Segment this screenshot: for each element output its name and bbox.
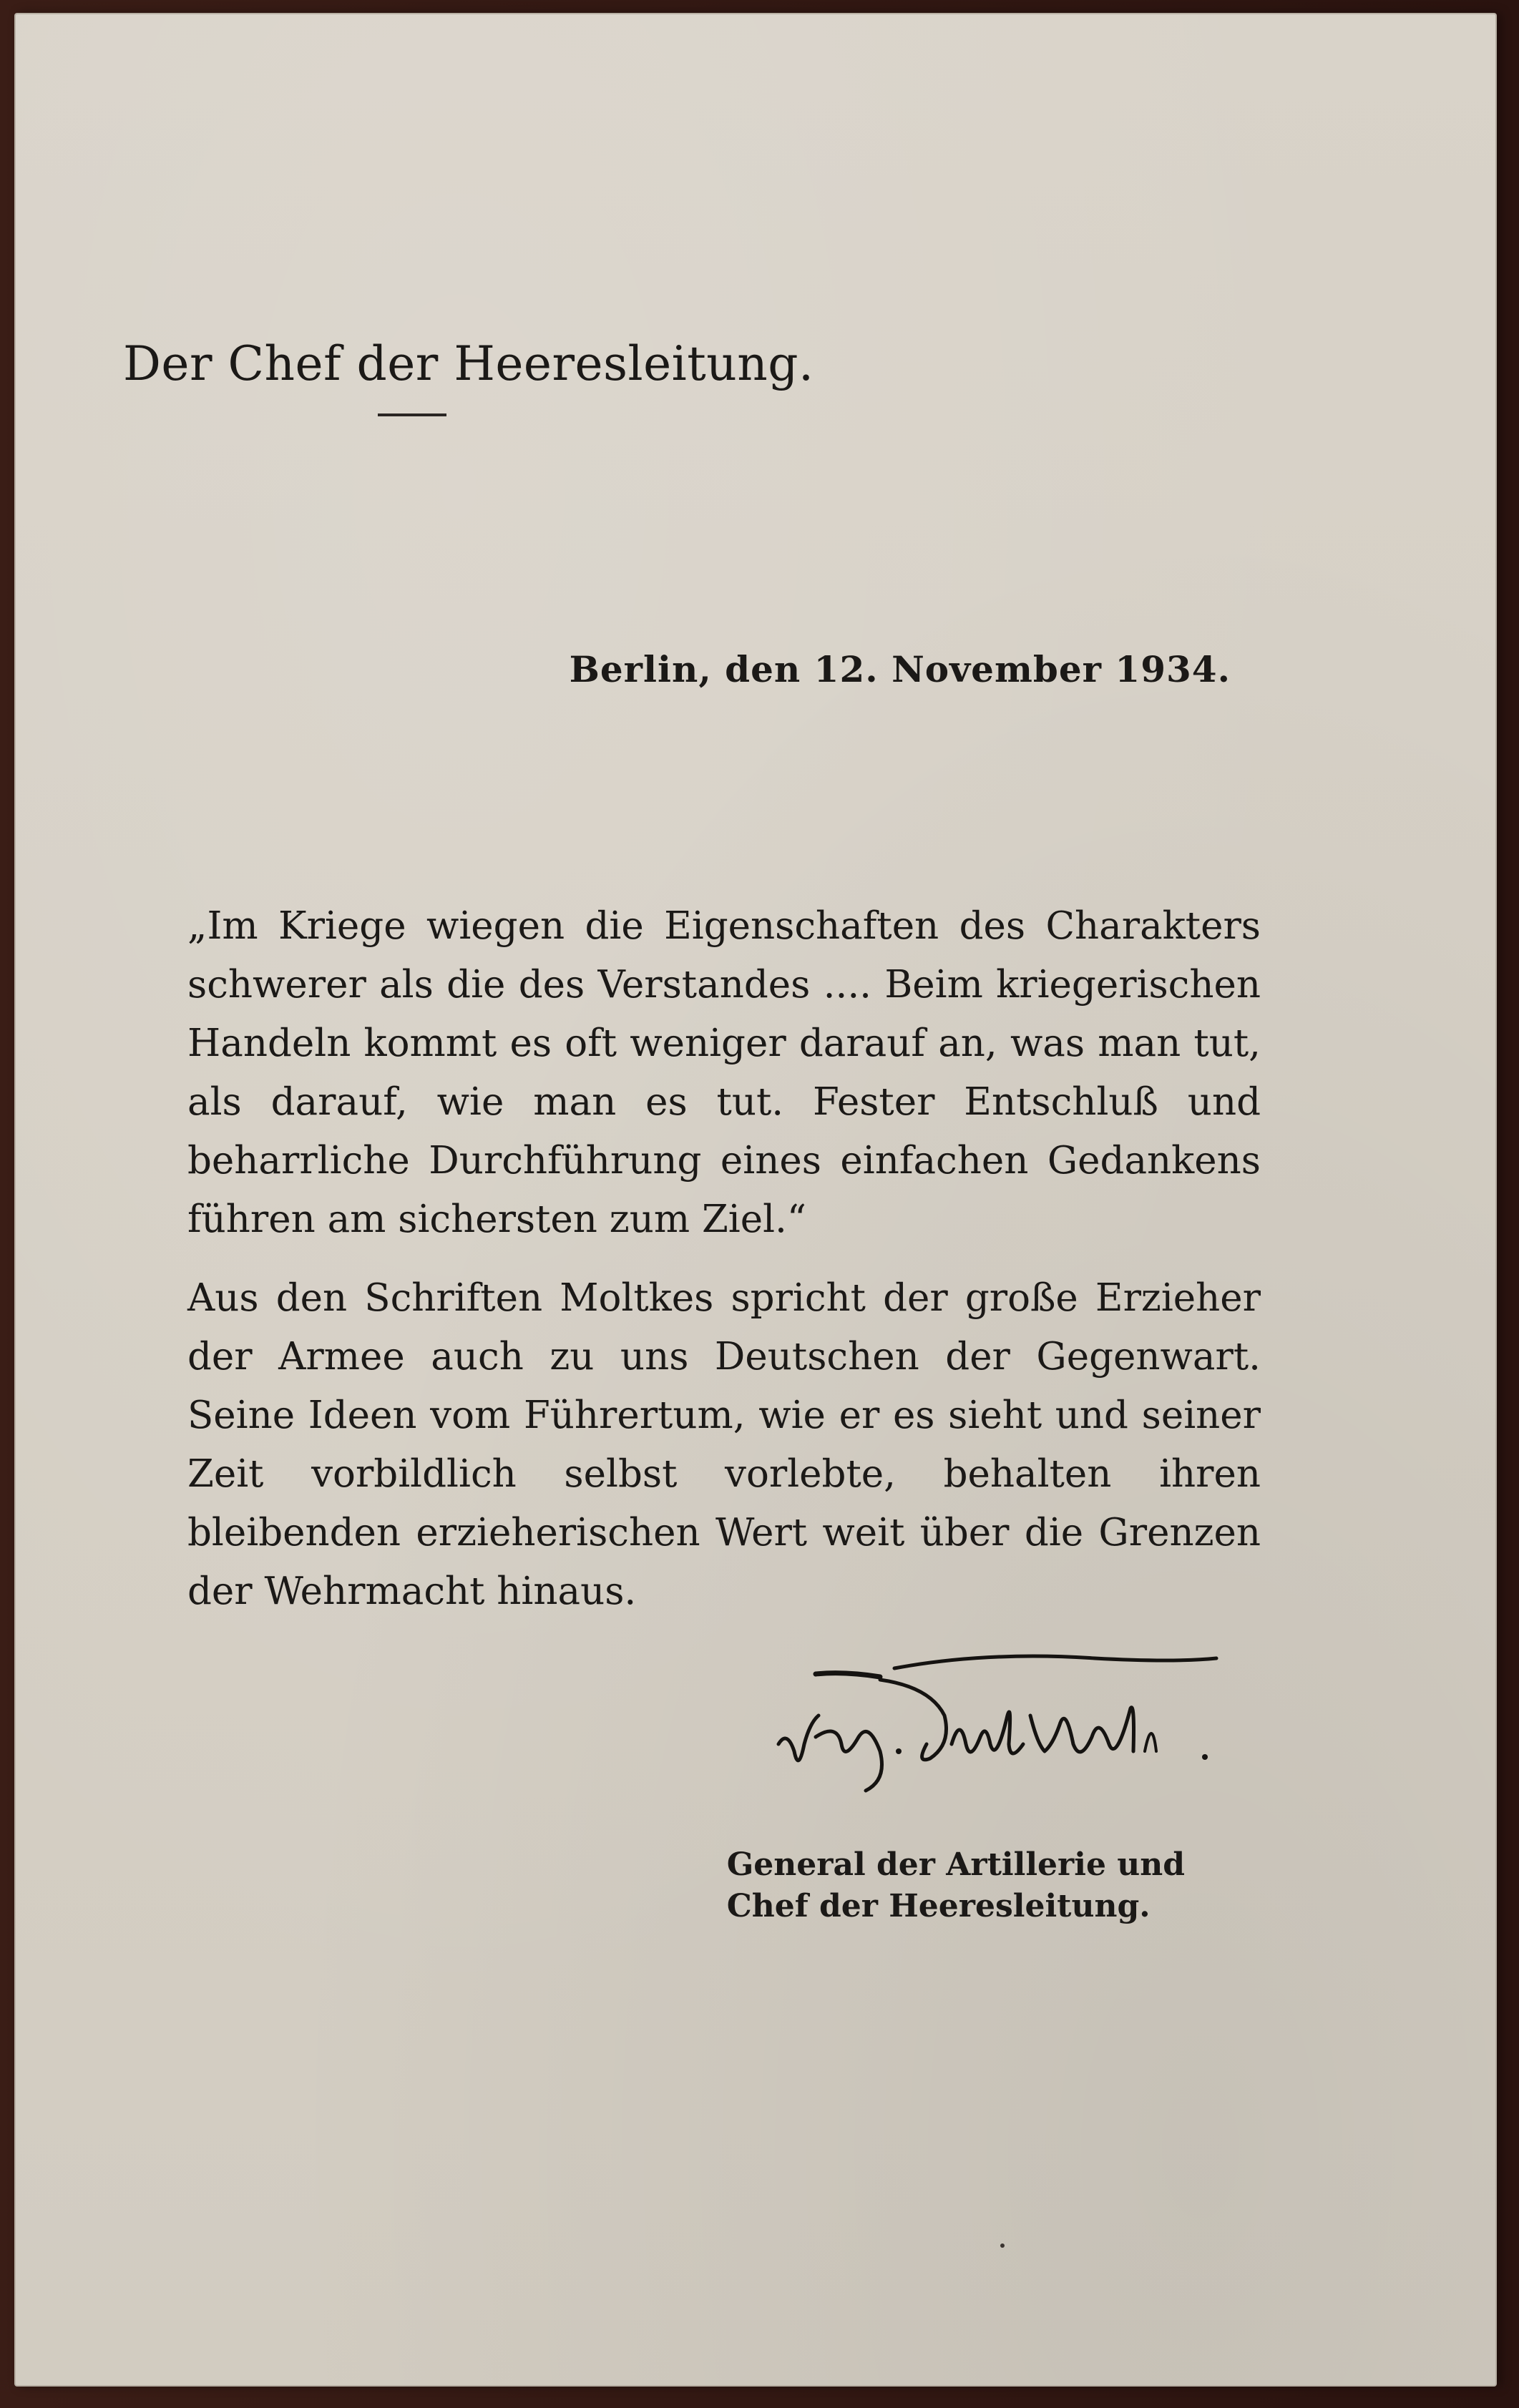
moltke-quote: „Im Kriege wiegen die Eigenschaften des Charakters schwerer als die des Verstandes .... Beim kriegerischen Handeln kommt es oft weniger darauf an, was man tut, als darauf, wie man es tut. Fester Entschluß und beharrliche Durchführung eines einfachen Gedankens führen am sichersten zum Ziel.“: [187, 904, 1261, 1241]
handwritten-signature: [773, 1637, 1288, 1801]
signature-caption-line2: Chef der Heeresleitung.: [726, 1888, 1151, 1924]
book-page: [14, 13, 1497, 2387]
dateline: Berlin, den 12. November 1934.: [569, 648, 1231, 690]
body-paragraph: Aus den Schriften Moltkes spricht der große Erzieher der Armee auch zu uns Deutschen der Gegenwart. Seine Ideen vom Führertum, wie er es sieht und seiner Zeit vorbildlich selbst vorlebte, behalten ihren bleibenden erzieherischen Wert weit über die Grenzen der Wehrmacht hinaus.: [187, 1276, 1261, 1613]
signature-caption: [727, 1844, 1185, 1927]
header-rule: [378, 413, 446, 416]
paper-speck: [1000, 2243, 1005, 2248]
header-title: Der Chef der Heeresleitung.: [123, 336, 814, 391]
signature-caption-line1: General der Artillerie und: [726, 1846, 1185, 1883]
